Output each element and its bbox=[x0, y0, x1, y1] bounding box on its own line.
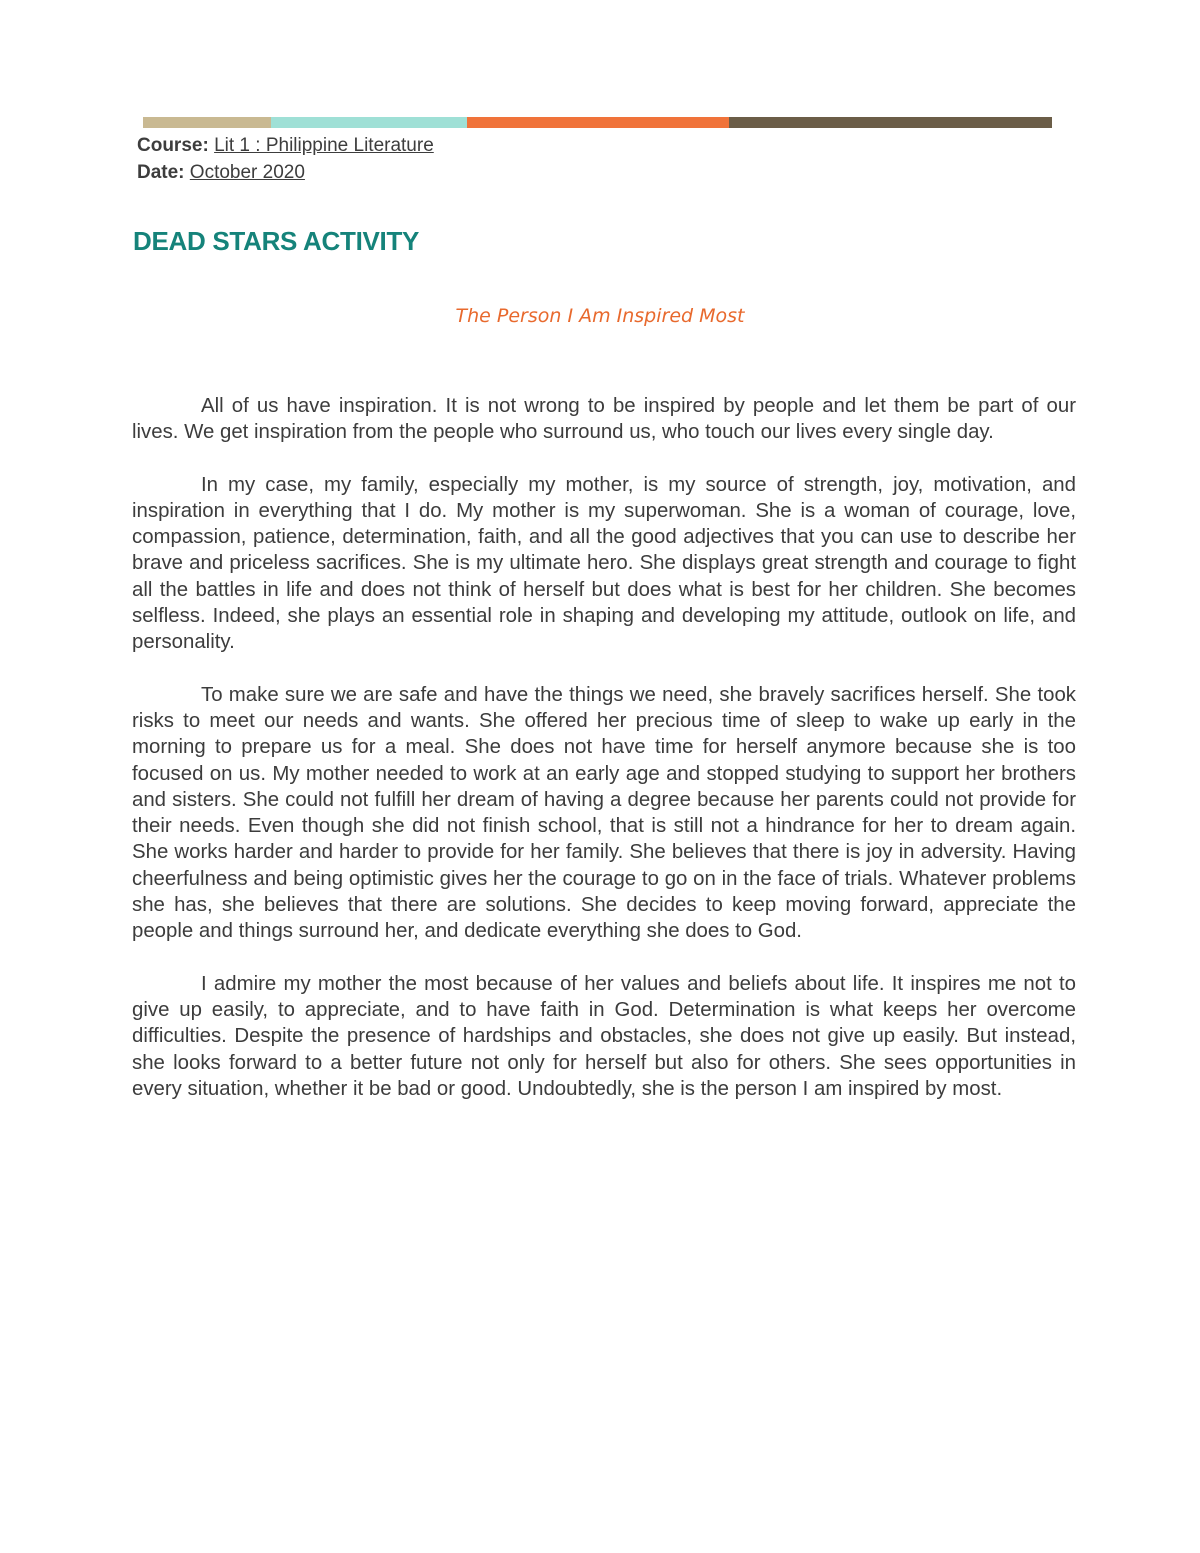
color-bar-segment-aqua bbox=[271, 117, 467, 128]
header-color-bar bbox=[143, 117, 1052, 128]
color-bar-segment-brown bbox=[729, 117, 1052, 128]
course-value: Lit 1 : Philippine Literature bbox=[214, 135, 434, 156]
course-label: Course: bbox=[137, 135, 209, 156]
date-label: Date: bbox=[137, 162, 185, 183]
essay-paragraph: All of us have inspiration. It is not wrong to be inspired by people and let them be part of our lives. We get inspiration from the people who surround us, who touch our lives every single day. bbox=[132, 395, 1076, 444]
date-line bbox=[137, 159, 434, 186]
color-bar-segment-tan bbox=[143, 117, 271, 128]
date-value: October 2020 bbox=[189, 162, 305, 183]
essay-paragraph: To make sure we are safe and have the things we need, she bravely sacrifices herself. She took risks to meet our needs and wants. She offered her precious time of sleep to wake up early in the morning to prepare us for a meal. She does not have time for herself anymore because she is too focused on us. My mother needed to work at an early age and stopped studying to support her brothers and sisters. She could not fulfill her dream of having a degree because her parents could not provide for their needs. Even though she did not finish school, that is still not a hindrance for her to dream again. She works harder and harder to provide for her family. She believes that there is joy in adversity. Having cheerfulness and being optimistic gives her the courage to go on in the face of trials. Whatever problems she has, she believes that there are solutions. She decides to keep moving forward, appreciate the people and things surround her, and dedicate everything she does to God. bbox=[132, 683, 1076, 943]
essay-subtitle: The Person I Am Inspired Most bbox=[455, 305, 745, 327]
essay-body bbox=[132, 393, 1076, 1128]
color-bar-segment-orange bbox=[467, 117, 729, 128]
course-line bbox=[137, 132, 434, 159]
essay-paragraph: In my case, my family, especially my mother, is my source of strength, joy, motivation, and inspiration in everything that I do. My mother is my superwoman. She is a woman of courage, love, compassion, patience, determination, faith, and all the good adjectives that you can use to describe her brave and priceless sacrifices. She is my ultimate hero. She displays great strength and courage to fight all the battles in life and does not think of herself but does what is best for her children. She becomes selfless. Indeed, she plays an essential role in shaping and developing my attitude, outlook on life, and personality. bbox=[132, 473, 1076, 654]
document-title: DEAD STARS ACTIVITY bbox=[133, 226, 420, 256]
essay-paragraph: I admire my mother the most because of her values and beliefs about life. It inspires me not to give up easily, to appreciate, and to have faith in God. Determination is what keeps her overcome difficulties. Despite the presence of hardships and obstacles, she does not give up easily. But instead, she looks forward to a better future not only for herself but also for others. She sees opportunities in every situation, whether it be bad or good. Undoubtedly, she is the person I am inspired by most. bbox=[132, 972, 1076, 1100]
document-meta bbox=[137, 132, 434, 186]
